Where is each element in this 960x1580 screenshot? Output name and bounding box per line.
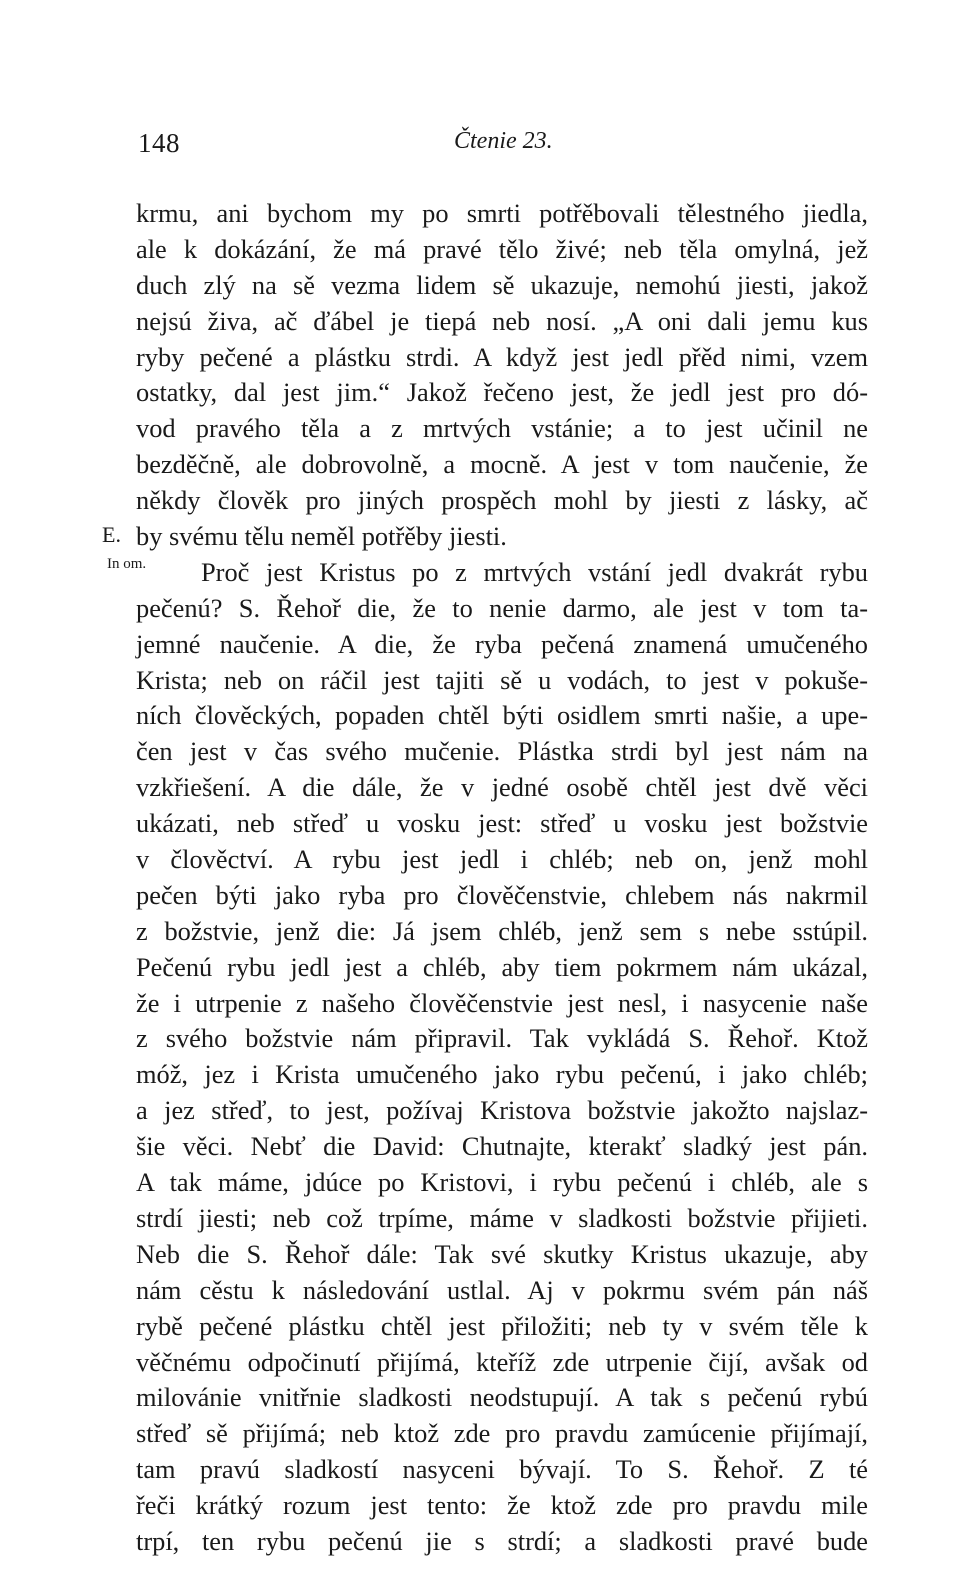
text-line: z svého božstvie nám připravil. Tak vykládá S. Řehoř. Ktož bbox=[136, 1023, 868, 1054]
text-line: Pečenú rybu jedl jest a chléb, aby tiem pokrmem nám ukázal, bbox=[136, 951, 868, 982]
text-line: Neb die S. Řehoř dále: Tak své skutky Kristus ukazuje, aby bbox=[136, 1238, 868, 1269]
text-line: strdí jiesti; neb což trpíme, máme v sladkosti božstvie přijieti. bbox=[136, 1202, 868, 1233]
text-line: čen jest v čas svého mučenie. Plástka strdi byl jest nám na bbox=[136, 736, 868, 767]
text-line: Proč jest Kristus po z mrtvých vstání jedl dvakrát rybu bbox=[201, 556, 868, 587]
text-line: z božstvie, jenž die: Já jsem chléb, jenž sem s nebe sstúpil. bbox=[136, 915, 868, 946]
text-line: ostatky, dal jest jim.“ Jakož řečeno jest, že jedl jest pro dó- bbox=[136, 377, 868, 408]
text-line: pečenú? S. Řehoř die, že to nenie darmo, ale jest v tom ta- bbox=[136, 592, 868, 623]
text-line: a jez střeď, to jest, požívaj Kristova božstvie jakožto najslaz- bbox=[136, 1095, 868, 1126]
page-number: 148 bbox=[138, 128, 180, 158]
text-line: A tak máme, jdúce po Kristovi, i rybu pečenú i chléb, ale s bbox=[136, 1167, 868, 1198]
text-line: ukázati, neb střeď u vosku jest: střeď u vosku jest božstvie bbox=[136, 808, 868, 839]
text-line: milovánie vnitřnie sladkosti neodstupují. A tak s pečenú rybú bbox=[136, 1382, 868, 1413]
text-line: Krista; neb on ráčil jest tajiti sě u vodách, to jest v pokuše- bbox=[136, 664, 868, 695]
text-line: by svému tělu neměl potřěby jiesti. bbox=[136, 521, 507, 552]
page-header bbox=[136, 128, 868, 168]
text-line: ních člověckých, popaden chtěl býti osidlem smrti našie, a upe- bbox=[136, 700, 868, 731]
text-line: že i utrpenie z našeho člověčenstvie jest nesl, i nasycenie naše bbox=[136, 987, 868, 1018]
text-line: střeď sě přijímá; neb ktož zde pro pravdu zamúcenie přijímají, bbox=[136, 1418, 868, 1449]
body-text bbox=[136, 196, 868, 1560]
text-line: rybě pečené plástku chtěl jest přiložiti; neb ty v svém těle k bbox=[136, 1310, 868, 1341]
text-line: nejsú živa, ač ďábel je tiepá neb nosí. „A oni dali jemu kus bbox=[136, 305, 868, 336]
text-line: bezděčně, ale dobrovolně, a mocně. A jest v tom naučenie, že bbox=[136, 449, 868, 480]
running-title: Čtenie 23. bbox=[454, 128, 553, 154]
text-line: v člověctví. A rybu jest jedl i chléb; neb on, jenž mohl bbox=[136, 844, 868, 875]
text-line: krmu, ani bychom my po smrti potřěbovali tělestného jiedla, bbox=[136, 198, 868, 228]
text-line: vzkřiešení. A die dále, že v jedné osobě chtěl jest dvě věci bbox=[136, 772, 868, 803]
text-line: někdy člověk pro jiných prospěch mohl by jiesti z lásky, ač bbox=[136, 485, 868, 516]
text-line: pečen býti jako ryba pro člověčenstvie, chlebem nás nakrmil bbox=[136, 879, 868, 910]
margin-note-section: E. bbox=[102, 522, 121, 547]
text-line: šie věci. Nebť die David: Chutnajte, kterakť sladký jest pán. bbox=[136, 1131, 868, 1162]
text-line: móž, jez i Krista umučeného jako rybu pečenú, i jako chléb; bbox=[136, 1059, 868, 1090]
text-line: jemné naučenie. A die, že ryba pečená znamená umučeného bbox=[136, 628, 868, 659]
text-line: tam pravú sladkostí nasyceni bývají. To S. Řehoř. Z té bbox=[136, 1454, 868, 1485]
text-line: trpí, ten rybu pečenú jie s strdí; a sladkosti pravé bude bbox=[136, 1525, 868, 1556]
text-line: ryby pečené a plástku strdi. A když jest jedl přěd nimi, vzem bbox=[136, 341, 868, 372]
text-line: řeči krátký rozum jest tento: že ktož zde pro pravdu mile bbox=[136, 1490, 868, 1521]
text-line: duch zlý na sě vezma lidem sě ukazuje, nemohú jiesti, jakož bbox=[136, 269, 868, 300]
text-line: ale k dokázání, že má pravé tělo živé; neb těla omylná, jež bbox=[136, 233, 868, 264]
text-line: věčnému odpočinutí přijímá, kteříž zde utrpenie čijí, avšak od bbox=[136, 1346, 868, 1377]
text-line: nám cěstu k následování ustlal. Aj v pokrmu svém pán náš bbox=[136, 1274, 868, 1305]
margin-note-reference: In om. bbox=[107, 556, 147, 572]
text-line: vod pravého těla a z mrtvých vstánie; a to jest učinil ne bbox=[136, 413, 868, 444]
